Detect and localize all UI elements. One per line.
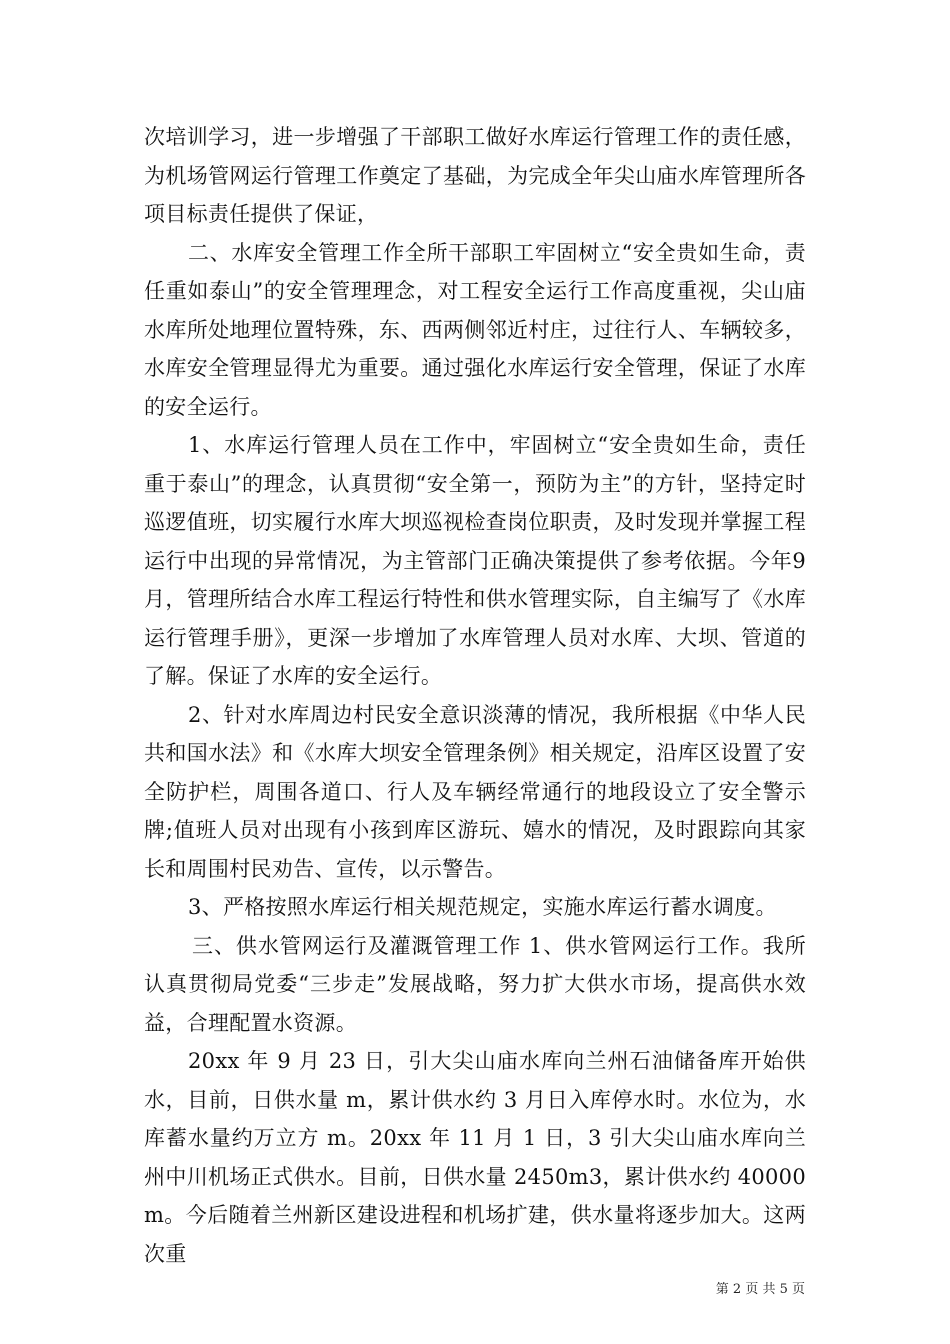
paragraph-operation-staff: 1、水库运行管理人员在工作中，牢固树立“安全贵如生命，责任重于泰山”的理念，认真贯彻“安全第一，预防为主”的方针，坚持定时巡逻值班，切实履行水库大坝巡视检查岗位职责，及时发现并掌握工程运行中出现的异常情况，为主管部门正确决策提供了参考依据。今年9月，管理所结合水库工程运行特性和供水管理实际，自主编写了《水库运行管理手册》，更深一步增加了水库管理人员对水库、大坝、管道的了解。保证了水库的安全运行。 [144, 433, 806, 688]
paragraph-safety-management: 二、水库安全管理工作全所干部职工牢固树立“安全贵如生命，责任重如泰山”的安全管理理念，对工程安全运行工作高度重视，尖山庙水库所处地理位置特殊，东、西两侧邻近村庄，过往行人、车辆较多，水库安全管理显得尤为重要。通过强化水库运行安全管理，保证了水库的安全运行。 [144, 240, 806, 419]
page-footer: 第 2 页 共 5 页 [715, 1282, 805, 1297]
paragraph-training-continuation: 次培训学习，进一步增强了干部职工做好水库运行管理工作的责任感，为机场管网运行管理工作奠定了基础，为完成全年尖山庙水库管理所各项目标责任提供了保证， [144, 125, 806, 226]
document-body [144, 118, 806, 1273]
paragraph-water-supply: 三、供水管网运行及灌溉管理工作 1、供水管网运行工作。我所认真贯彻局党委“三步走”发展战略，努力扩大供水市场，提高供水效益，合理配置水资源。 [144, 933, 806, 1035]
paragraph-supply-details: 20xx 年 9 月 23 日，引大尖山庙水库向兰州石油储备库开始供水，目前，日供水量 m，累计供水约 3 月日入库停水时。水位为，水库蓄水量约万立方 m。20xx 年 11 月 1 日，3 引大尖山庙水库向兰州中川机场正式供水。目前，日供水量 2450m3，累计供水约 40000m。今后随着兰州新区建设进程和机场扩建，供水量将逐步加大。这两次重 [144, 1049, 806, 1266]
paragraph-villager-safety: 2、针对水库周边村民安全意识淡薄的情况，我所根据《中华人民共和国水法》和《水库大坝安全管理条例》相关规定，沿库区设置了安全防护栏，周围各道口、行人及车辆经常通行的地段设立了安全警示牌;值班人员对出现有小孩到库区游玩、嬉水的情况，及时跟踪向其家长和周围村民劝告、宣传，以示警告。 [144, 702, 806, 881]
paragraph-storage-dispatch: 3、严格按照水库运行相关规范规定，实施水库运行蓄水调度。 [188, 895, 777, 919]
